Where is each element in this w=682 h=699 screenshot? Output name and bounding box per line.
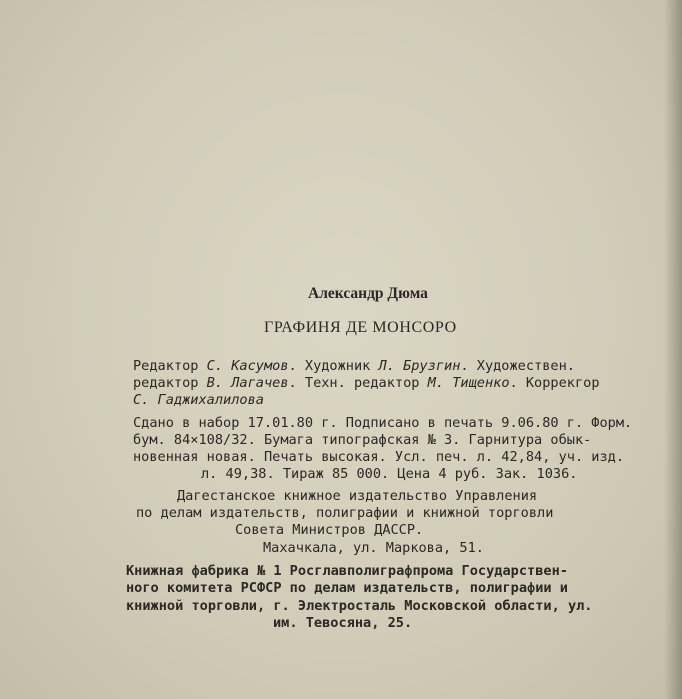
credits-text: редактор: [133, 375, 207, 391]
credits-text: . Художествен.: [460, 358, 575, 374]
printer-line: книжной торговли, г. Электросталь Московской области, ул.: [126, 598, 593, 614]
credits-line-3: [133, 392, 264, 408]
publisher-line: Дагестанское книжное издательство Управления: [177, 488, 538, 504]
printer-line: им. Тевосяна, 25.: [273, 615, 413, 631]
corrector-name: С. Гаджихалилова: [133, 392, 264, 408]
print-info-line: бум. 84×108/32. Бумага типографская № 3. Гарнитура обык-: [133, 432, 592, 448]
tech-editor-name: М. Тищенко: [427, 375, 510, 391]
credits-text: . Художник: [288, 358, 379, 374]
artist-name: Л. Брузгин: [378, 358, 461, 374]
publisher-line: по делам издательств, полиграфии и книжной торговли: [136, 505, 554, 521]
printer-line: ного комитета РСФСР по делам издательств, полиграфии и: [126, 580, 568, 596]
credits-text: Редактор: [133, 358, 207, 374]
credits-text: . Техн. редактор: [288, 375, 428, 391]
publisher-line: Махачкала, ул. Маркова, 51.: [263, 540, 484, 556]
art-editor-name: В. Лагачев: [206, 375, 289, 391]
book-title: ГРАФИНЯ ДЕ МОНСОРО: [264, 319, 457, 336]
editor-name: С. Касумов: [206, 358, 289, 374]
print-info-line: л. 49,38. Тираж 85 000. Цена 4 руб. Зак. 1036.: [201, 466, 578, 482]
publisher-line: Совета Министров ДАССР.: [235, 522, 424, 538]
credits-line-2: [133, 375, 600, 391]
credits-line-1: [133, 358, 575, 374]
credits-text: . Коррекгор: [509, 375, 600, 391]
printer-line: Книжная фабрика № 1 Росглавполиграфпрома Государствен-: [126, 563, 568, 579]
print-info-line: Сдано в набор 17.01.80 г. Подписано в печать 9.06.80 г. Форм.: [133, 415, 633, 431]
print-info-line: новенная новая. Печать высокая. Усл. печ. л. 42,84, уч. изд.: [133, 449, 625, 465]
author-name: Александр Дюма: [308, 285, 428, 302]
